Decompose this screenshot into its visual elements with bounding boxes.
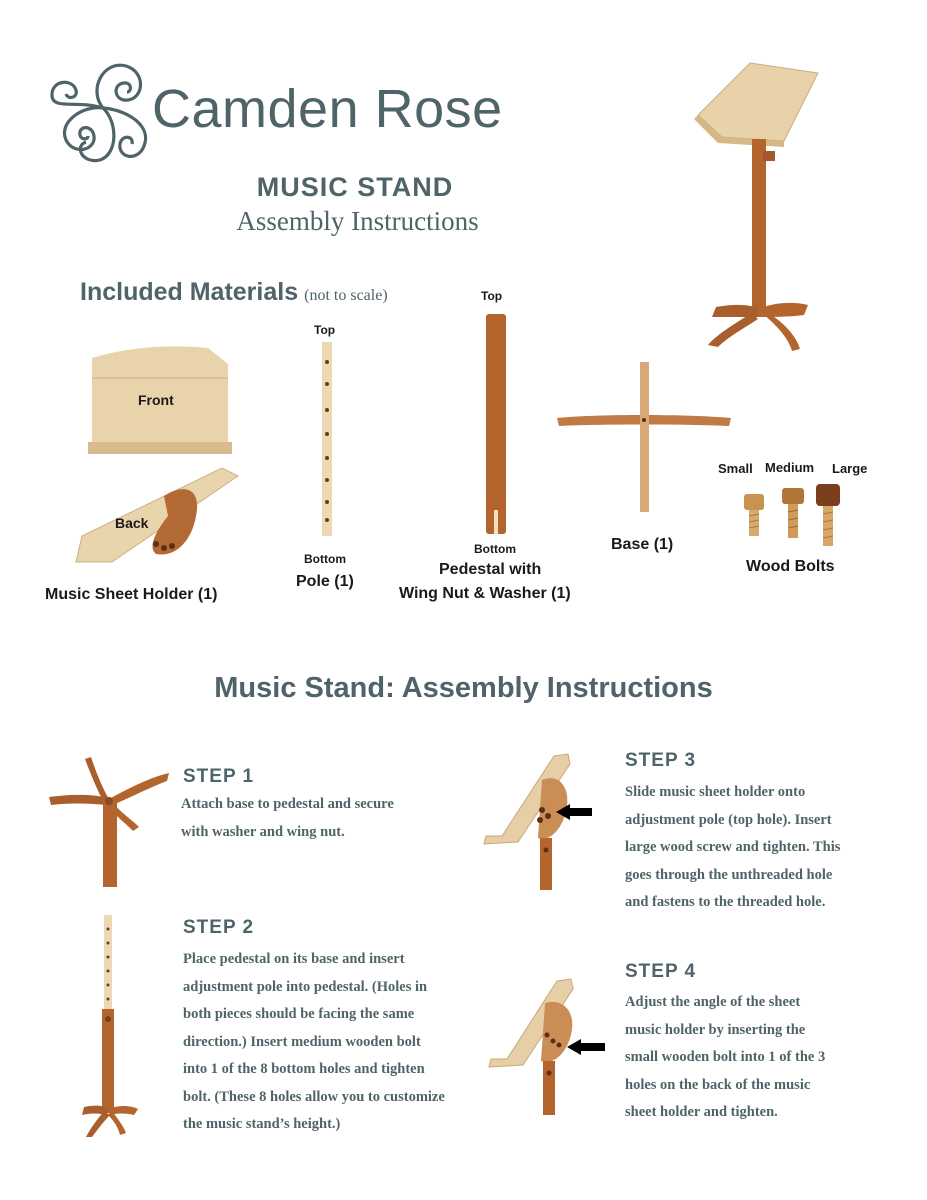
not-to-scale-note: (not to scale) (304, 287, 388, 304)
step4-line: sheet holder and tighten. (625, 1104, 778, 1120)
step4-holder-angle-image (487, 975, 607, 1115)
step2-line: direction.) Insert medium wooden bolt (183, 1033, 421, 1050)
triskele-logo-icon (48, 50, 158, 170)
holder-front-label: Front (138, 392, 174, 408)
step2-pole-in-pedestal-image (74, 915, 154, 1139)
step2-line: Place pedestal on its base and insert (183, 951, 405, 967)
document-subtitle: Assembly Instructions (236, 206, 479, 236)
step3-text (625, 779, 895, 917)
step4-arrow-icon (567, 1039, 605, 1055)
step4-title: STEP 4 (625, 961, 697, 982)
pedestal-top-label: Top (481, 289, 503, 303)
step4-line: Adjust the angle of the sheet (625, 994, 801, 1010)
step2-line: adjustment pole into pedestal. (Holes in (183, 978, 428, 995)
holder-back-label: Back (115, 515, 149, 531)
step4-line: holes on the back of the music (625, 1076, 811, 1093)
materials-heading-text: Included Materials (80, 278, 299, 306)
step2-line: the music stand’s height.) (183, 1116, 341, 1132)
step4-text (625, 989, 895, 1127)
step1-text (181, 791, 471, 846)
pedestal-bottom-label: Bottom (474, 542, 516, 556)
step3-title: STEP 3 (625, 750, 697, 771)
document-title: MUSIC STAND (256, 172, 454, 202)
step2-title: STEP 2 (183, 917, 255, 938)
assembled-music-stand-image (692, 55, 832, 355)
step3-line: adjustment pole (top hole). Insert (625, 811, 832, 828)
bolt-large-label: Large (832, 461, 868, 476)
pole-image (321, 342, 333, 536)
step4-line: small wooden bolt into 1 of the 3 (625, 1049, 826, 1065)
bolt-medium-label: Medium (765, 460, 815, 475)
step1-title: STEP 1 (183, 766, 255, 787)
step2-text (183, 946, 493, 1139)
step1-base-pedestal-image (47, 755, 171, 889)
step3-line: large wood screw and tighten. This (625, 839, 841, 855)
pedestal-image (484, 314, 508, 534)
materials-heading (80, 278, 388, 307)
step2-line: into 1 of the 8 bottom holes and tighten (183, 1061, 425, 1077)
step1-line: with washer and wing nut. (181, 823, 345, 840)
step3-holder-attach-image (482, 750, 594, 890)
step2-line: bolt. (These 8 holes allow you to customize (183, 1088, 445, 1105)
instructions-heading: Music Stand: Assembly Instructions (214, 672, 713, 704)
pole-top-label: Top (314, 323, 336, 337)
bolt-small-label: Small (718, 461, 753, 476)
wood-bolts-image (740, 484, 844, 548)
step4-line: music holder by inserting the (625, 1021, 806, 1038)
holder-name: Music Sheet Holder (1) (45, 586, 218, 603)
step3-line: Slide music sheet holder onto (625, 784, 806, 800)
base-name: Base (1) (611, 536, 674, 553)
pole-name: Pole (1) (296, 573, 354, 590)
pedestal-name-line2: Wing Nut & Washer (1) (399, 585, 571, 602)
base-image (557, 362, 731, 512)
step1-line: Attach base to pedestal and secure (181, 796, 394, 812)
step2-line: both pieces should be facing the same (183, 1006, 415, 1022)
wood-bolts-name: Wood Bolts (746, 558, 835, 575)
pole-bottom-label: Bottom (304, 552, 346, 566)
step3-line: goes through the unthreaded hole (625, 866, 833, 883)
brand-name: Camden Rose (152, 79, 503, 139)
pedestal-name-line1: Pedestal with (439, 561, 542, 578)
holder-back-image (72, 466, 242, 566)
step3-line: and fastens to the threaded hole. (625, 894, 826, 910)
